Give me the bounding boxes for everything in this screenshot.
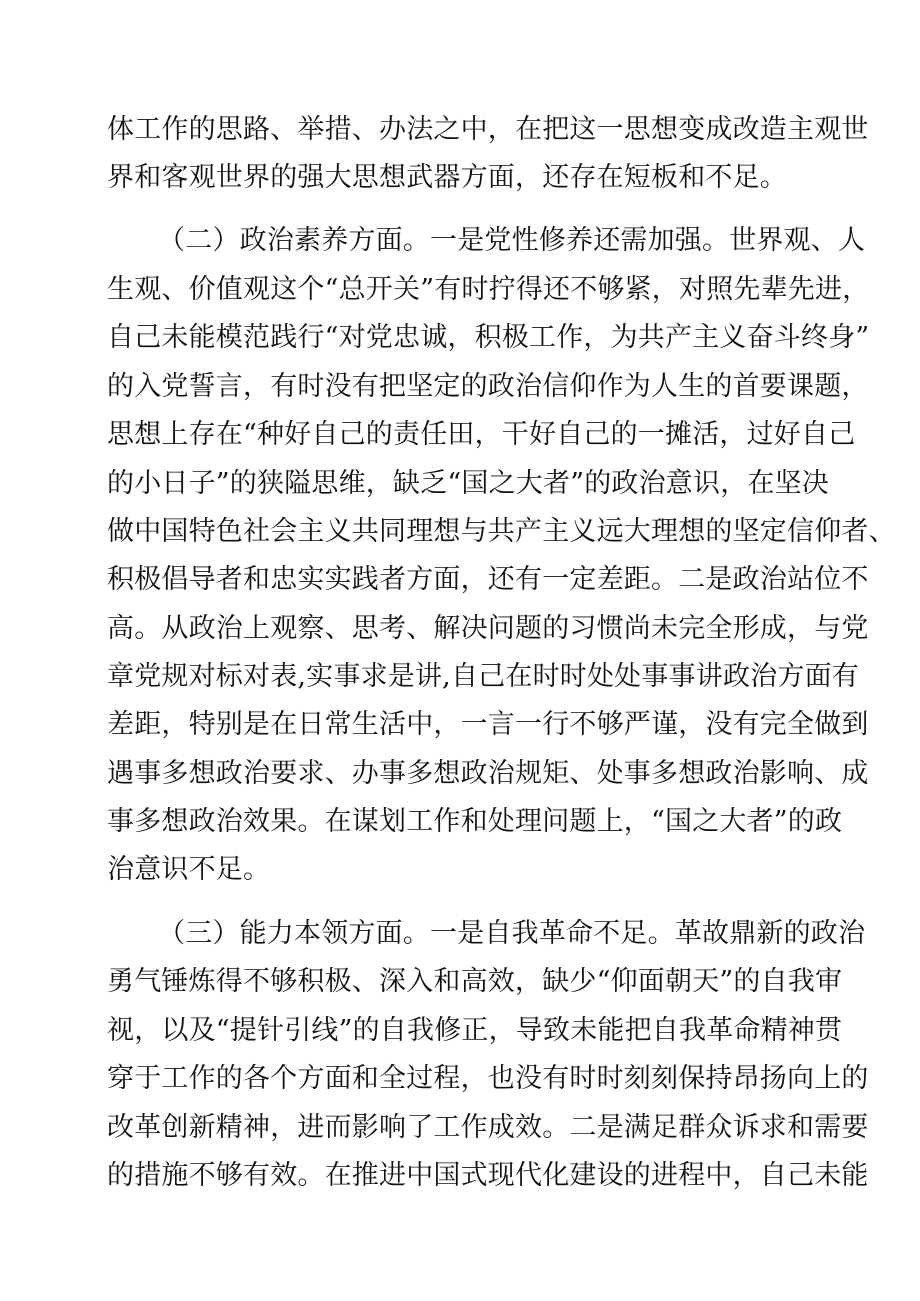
text-line: 事多想政治效果。在谋划工作和处理问题上，“国之大者”的政 bbox=[107, 806, 843, 837]
text-line: 改革创新精神，进而影响了工作成效。二是满足群众诉求和需要 bbox=[107, 1112, 869, 1143]
text-line: 差距，特别是在日常生活中，一言一行不够严谨，没有完全做到 bbox=[107, 709, 869, 740]
text-line: 章党规对标对表,实事求是讲,自己在时时处处事事讲政治方面有 bbox=[107, 661, 859, 692]
text-line: 的措施不够有效。在推进中国式现代化建设的进程中，自己未能 bbox=[107, 1160, 869, 1191]
text-line: 的小日子”的狭隘思维，缺乏“国之大者”的政治意识，在坚决 bbox=[107, 468, 830, 499]
section-heading-line: （二）政治素养方面。一是党性修养还需加强。世界观、人 bbox=[158, 225, 866, 256]
text-line: 视，以及“提针引线”的自我修正，导致未能把自我革命精神贯 bbox=[107, 1015, 843, 1046]
text-line: 遇事多想政治要求、办事多想政治规矩、处事多想政治影响、成 bbox=[107, 758, 869, 789]
text-line: 思想上存在“种好自己的责任田，干好自己的一摊活，过好自己 bbox=[107, 419, 856, 450]
text-line: 自己未能模范践行“对党忠诚，积极工作，为共产主义奋斗终身” bbox=[107, 322, 870, 353]
text-line: 的入党誓言，有时没有把坚定的政治信仰作为人生的首要课题， bbox=[107, 371, 869, 402]
text-line: 体工作的思路、举措、办法之中，在把这一思想变成改造主观世 bbox=[107, 114, 869, 145]
section-heading-line: （三）能力本领方面。一是自我革命不足。革故鼎新的政治 bbox=[158, 918, 866, 949]
text-line: 生观、价值观这个“总开关”有时拧得还不够紧，对照先辈先进， bbox=[107, 274, 870, 305]
text-line: 治意识不足。 bbox=[107, 854, 271, 885]
text-line: 做中国特色社会主义共同理想与共产主义远大理想的坚定信仰者、 bbox=[107, 516, 896, 547]
text-line: 穿于工作的各个方面和全过程，也没有时时刻刻保持昂扬向上的 bbox=[107, 1063, 869, 1094]
text-line: 高。从政治上观察、思考、解决问题的习惯尚未完全形成，与党 bbox=[107, 613, 869, 644]
text-line: 界和客观世界的强大思想武器方面，还存在短板和不足。 bbox=[107, 162, 787, 193]
text-line: 勇气锤炼得不够积极、深入和高效，缺少“仰面朝天”的自我审 bbox=[107, 966, 843, 997]
text-line: 积极倡导者和忠实实践者方面，还有一定差距。二是政治站位不 bbox=[107, 564, 869, 595]
